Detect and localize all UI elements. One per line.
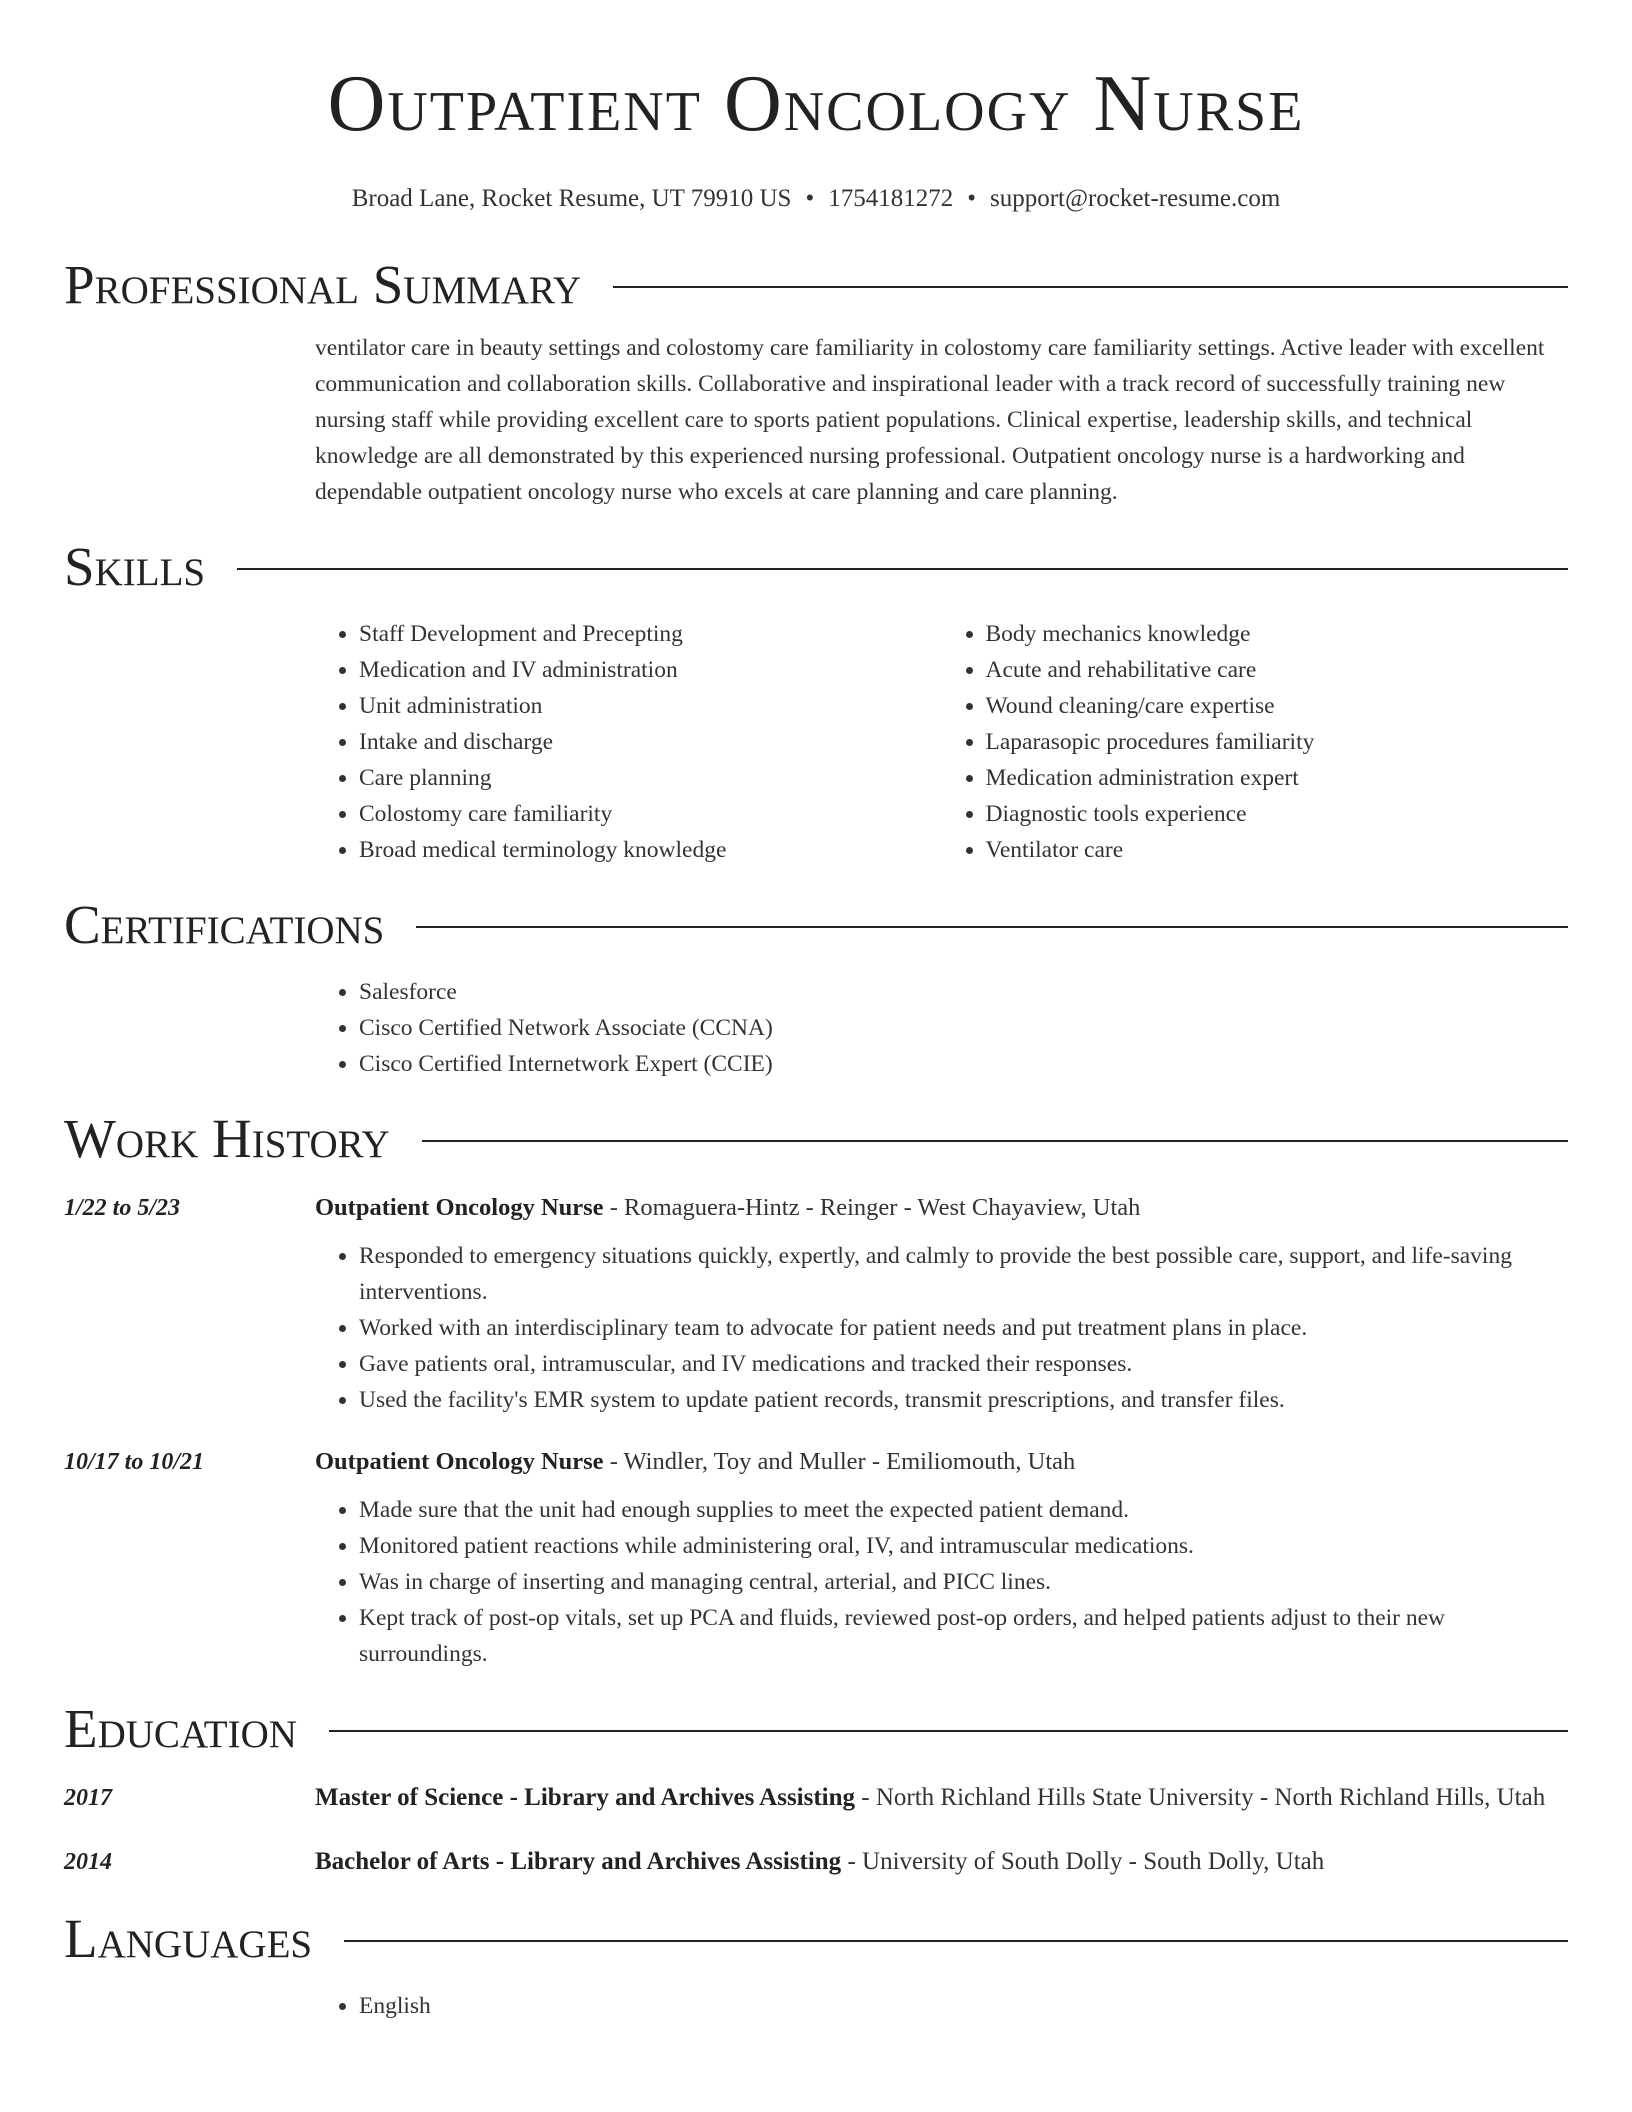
contact-email: support@rocket-resume.com	[989, 185, 1281, 212]
skill-item: • Body mechanics knowledge	[986, 616, 1569, 652]
skill-item: • Colostomy care familiarity	[359, 796, 942, 832]
work-section-header	[64, 1104, 1568, 1174]
work-bullet: • Was in charge of inserting and managing central, arterial, and PICC lines.	[359, 1564, 1568, 1600]
languages-list	[315, 1988, 1568, 2024]
job-role: Outpatient Oncology Nurse	[315, 1448, 604, 1475]
education-entry	[64, 1778, 1568, 1818]
skill-item: • Medication and IV administration	[359, 652, 942, 688]
education-heading	[315, 1778, 1568, 1818]
certification-item: • Salesforce	[359, 974, 1568, 1010]
work-bullet: • Gave patients oral, intramuscular, and IV medications and tracked their responses.	[359, 1346, 1568, 1382]
skills-list	[315, 616, 1568, 868]
contact-phone: 1754181272	[828, 185, 954, 212]
summary-title: Professional Summary	[64, 254, 582, 315]
certifications-list	[315, 974, 1568, 1082]
work-bullet: • Made sure that the unit had enough supplies to meet the expected patient demand.	[359, 1492, 1568, 1528]
work-entry	[64, 1188, 1568, 1418]
contact-line	[64, 182, 1568, 216]
work-entry	[64, 1442, 1568, 1672]
education-year: 2014	[64, 1849, 112, 1875]
education-details: - North Richland Hills State University - North Richland Hills, Utah	[855, 1784, 1546, 1811]
contact-separator: •	[967, 185, 976, 212]
section-divider	[416, 926, 1568, 928]
skill-item: • Care planning	[359, 760, 942, 796]
certifications-section-header	[64, 890, 1568, 960]
education-heading	[315, 1842, 1568, 1882]
education-title: Education	[64, 1698, 297, 1759]
education-section-header	[64, 1694, 1568, 1764]
languages-section-header	[64, 1904, 1568, 1974]
certifications-title: Certifications	[64, 894, 385, 955]
work-bullets	[315, 1238, 1568, 1418]
education-degree: Master of Science - Library and Archives Assisting	[315, 1784, 856, 1811]
section-divider	[422, 1140, 1568, 1142]
skills-title: Skills	[64, 536, 206, 597]
work-title: Work History	[64, 1108, 390, 1169]
work-bullet: • Responded to emergency situations quickly, expertly, and calmly to provide the best possible care, support, and life-saving interventions.	[359, 1238, 1568, 1310]
work-bullet: • Worked with an interdisciplinary team to advocate for patient needs and put treatment plans in place.	[359, 1310, 1568, 1346]
work-bullets	[315, 1492, 1568, 1672]
work-bullet: • Used the facility's EMR system to update patient records, transmit prescriptions, and transfer files.	[359, 1382, 1568, 1418]
education-year: 2017	[64, 1785, 112, 1811]
language-item: • English	[359, 1988, 1568, 2024]
education-details: - University of South Dolly - South Dolly, Utah	[841, 1848, 1325, 1875]
section-divider	[613, 286, 1568, 288]
job-role: Outpatient Oncology Nurse	[315, 1194, 604, 1221]
summary-section-header	[64, 250, 1568, 320]
skill-item: • Medication administration expert	[986, 760, 1569, 796]
skill-item: • Intake and discharge	[359, 724, 942, 760]
certification-item: • Cisco Certified Network Associate (CCNA)	[359, 1010, 1568, 1046]
work-dates: 1/22 to 5/23	[64, 1195, 181, 1221]
skill-item: • Diagnostic tools experience	[986, 796, 1569, 832]
summary-text: ventilator care in beauty settings and colostomy care familiarity in colostomy care familiarity settings. Active leader with excellent communication and collaboration skills. Collaborative and inspirational leader with a track record of successfully training new nursing staff while providing excellent care to sports patient populations. Clinical expertise, leadership skills, and technical knowledge are all demonstrated by this experienced nursing professional. Outpatient oncology nurse is a hardworking and dependable outpatient oncology nurse who excels at care planning and care planning.	[315, 335, 1545, 505]
skill-item: • Wound cleaning/care expertise	[986, 688, 1569, 724]
skill-item: • Acute and rehabilitative care	[986, 652, 1569, 688]
skill-item: • Laparasopic procedures familiarity	[986, 724, 1569, 760]
contact-address: Broad Lane, Rocket Resume, UT 79910 US	[351, 185, 792, 212]
work-heading	[315, 1188, 1568, 1228]
contact-separator: •	[805, 185, 815, 212]
work-heading	[315, 1442, 1568, 1482]
work-bullet: • Monitored patient reactions while administering oral, IV, and intramuscular medications.	[359, 1528, 1568, 1564]
skill-item: • Broad medical terminology knowledge	[359, 832, 942, 868]
section-divider	[344, 1940, 1568, 1942]
work-dates: 10/17 to 10/21	[64, 1449, 205, 1475]
skill-item: • Unit administration	[359, 688, 942, 724]
education-degree: Bachelor of Arts - Library and Archives Assisting	[315, 1848, 842, 1875]
work-bullet: • Kept track of post-op vitals, set up PCA and fluids, reviewed post-op orders, and helped patients adjust to their new surroundings.	[359, 1600, 1568, 1672]
candidate-name: Outpatient Oncology Nurse	[327, 60, 1305, 148]
skills-section-header	[64, 532, 1568, 602]
job-details: - Romaguera-Hintz - Reinger - West Chayaview, Utah	[603, 1194, 1141, 1221]
education-entry	[64, 1842, 1568, 1882]
skills-column-left	[315, 616, 942, 868]
section-divider	[237, 568, 1568, 570]
skill-item: • Staff Development and Precepting	[359, 616, 942, 652]
section-divider	[329, 1730, 1568, 1732]
languages-title: Languages	[64, 1908, 313, 1969]
skill-item: • Ventilator care	[986, 832, 1569, 868]
certification-item: • Cisco Certified Internetwork Expert (CCIE)	[359, 1046, 1568, 1082]
job-details: - Windler, Toy and Muller - Emiliomouth, Utah	[603, 1448, 1076, 1475]
skills-column-right	[942, 616, 1569, 868]
